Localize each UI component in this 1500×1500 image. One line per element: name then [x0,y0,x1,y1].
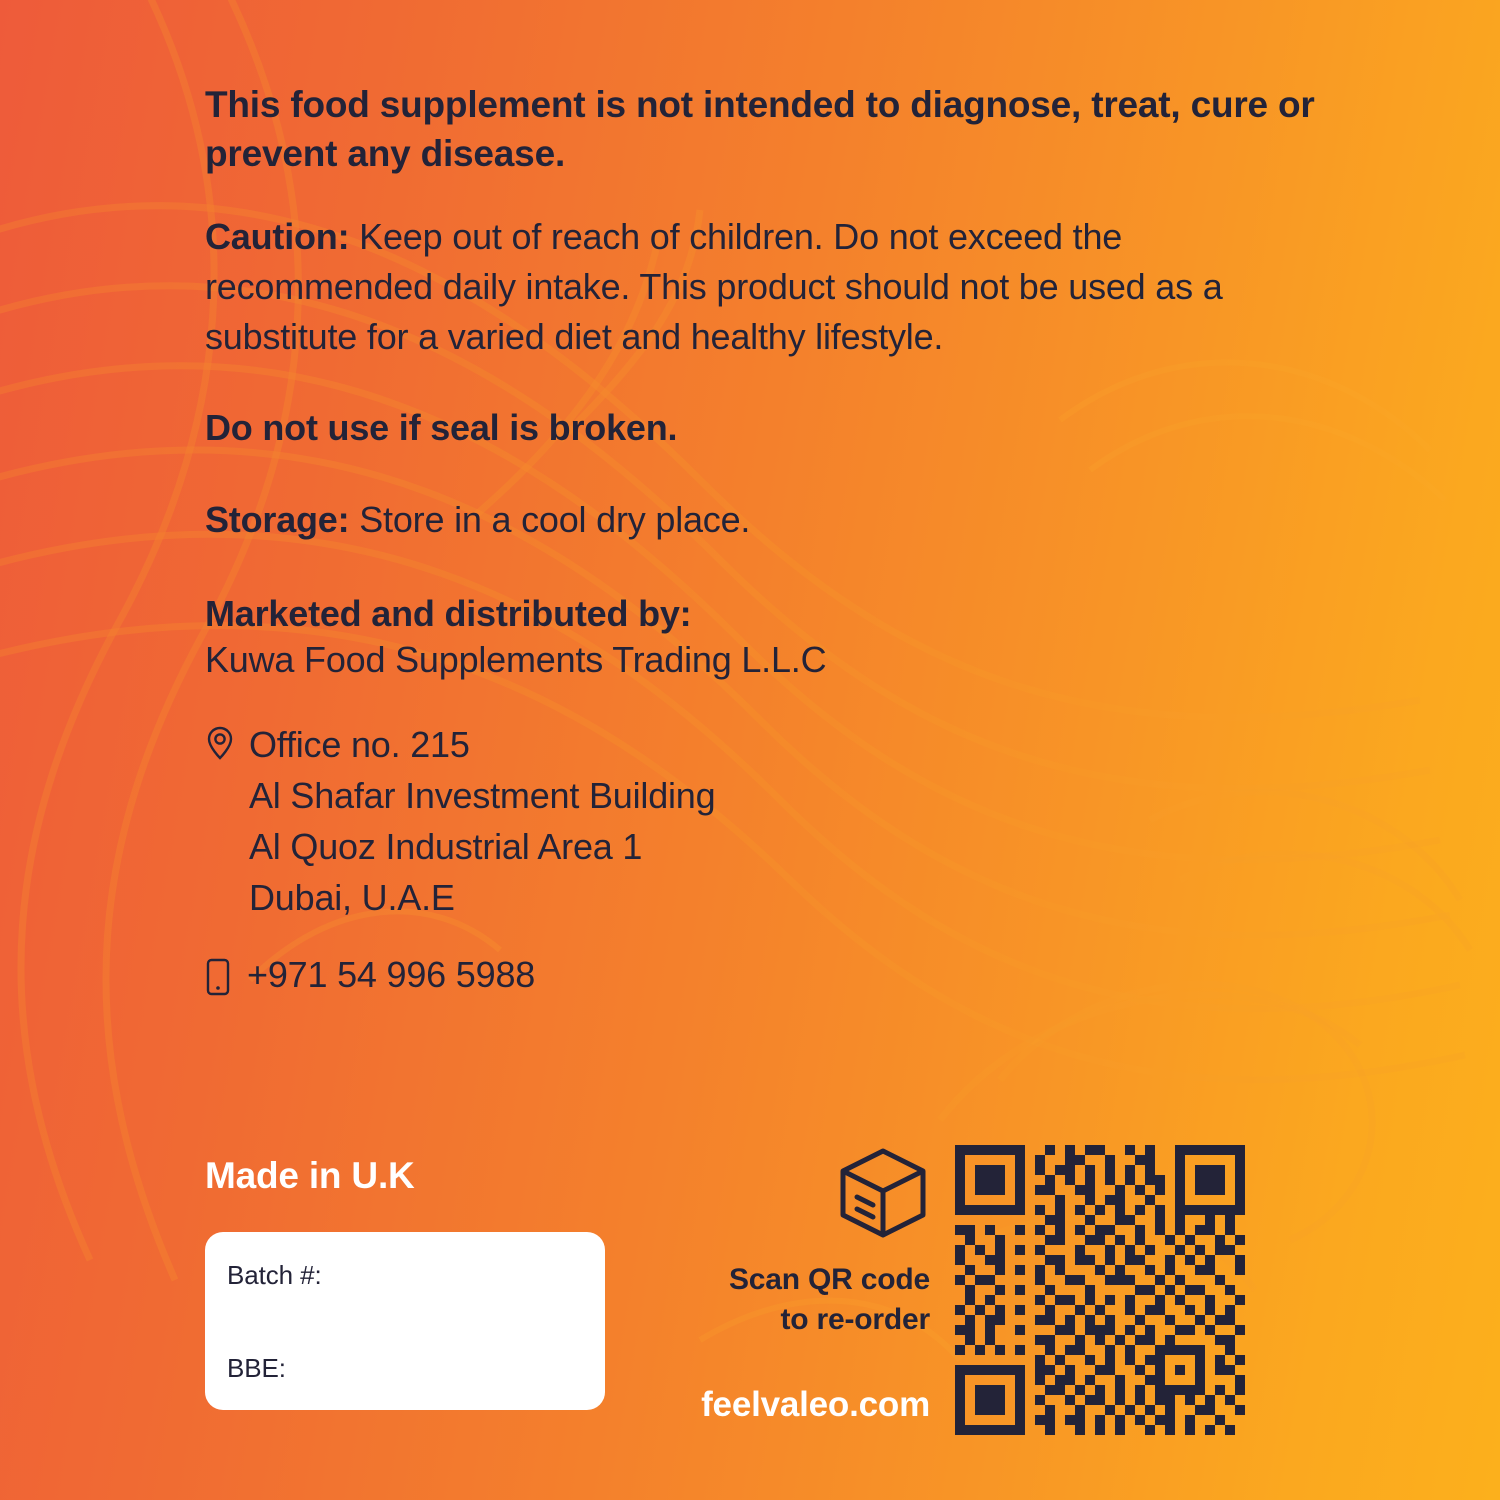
scan-line-1: Scan QR code [729,1263,930,1296]
caution-label: Caution: [205,216,350,258]
phone-block [205,954,1335,1001]
qr-reorder-section [620,1135,1300,1435]
address-line-4: Dubai, U.A.E [249,877,455,919]
address-line-1: Office no. 215 [249,724,470,766]
company-name: Kuwa Food Supplements Trading L.L.C [205,639,827,681]
made-in-text: Made in U.K [205,1155,415,1196]
caution-paragraph [205,212,1335,361]
storage-paragraph [205,495,1335,545]
bbe-label: BBE: [227,1353,286,1383]
scan-instruction [620,1260,930,1339]
mobile-phone-icon [205,958,231,1001]
address-line-2: Al Shafar Investment Building [249,775,716,817]
phone-number: +971 54 996 5988 [247,953,536,995]
storage-label: Storage: [205,499,350,541]
batch-number-label: Batch #: [227,1260,322,1290]
seal-warning-text: Do not use if seal is broken. [205,407,678,449]
address-lines [249,719,715,923]
scan-line-2: to re-order [780,1302,930,1336]
storage-text: Store in a cool dry place. [349,499,751,541]
location-pin-icon [205,726,235,765]
disclaimer-text: This food supplement is not intended to diagnose, treat, cure or prevent any disease. [205,84,1315,175]
marketed-by-title: Marketed and distributed by: [205,593,692,635]
caution-text: Keep out of reach of children. Do not exceed the recommended daily intake. This product should not be used as a substitute for a varied diet and healthy lifestyle. [205,216,1223,357]
qr-code-icon[interactable] [955,1145,1245,1440]
address-block [205,719,1335,923]
package-box-icon [835,1145,931,1246]
marketed-by-section [205,593,1335,681]
batch-info-box [205,1232,605,1410]
website-text: feelvaleo.com [701,1385,930,1424]
label-text-content [205,80,1335,1001]
address-line-3: Al Quoz Industrial Area 1 [249,826,643,868]
